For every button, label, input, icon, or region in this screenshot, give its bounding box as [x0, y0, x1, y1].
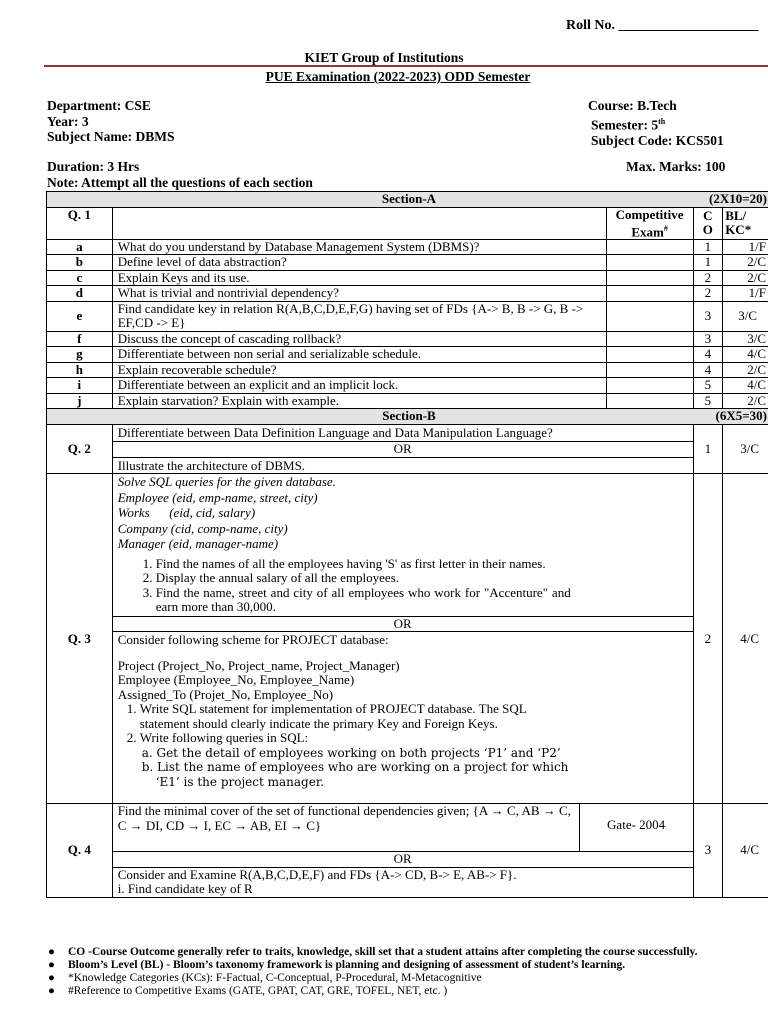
- section-b-header: [47, 409, 768, 425]
- q4-exam: Gate- 2004: [607, 817, 666, 833]
- section-b-marks: (6X5=30): [715, 408, 767, 424]
- q1-bl: 2/C: [723, 255, 768, 271]
- q1-bl: 4/C: [723, 347, 768, 363]
- q3-alt-schema: Project (Project_No, Project_name, Project_Manager) Employee (Employee_No, Employee_Name) Assigned_To (Projet_No, Employee_No): [117, 657, 400, 702]
- q3-or: OR: [113, 616, 693, 633]
- q1-letter: j: [47, 393, 113, 409]
- q1-row-e: [47, 301, 768, 331]
- q4-bl: 4/C: [723, 804, 768, 898]
- department: Department: CSE: [47, 98, 151, 113]
- q1-letter: d: [47, 286, 113, 302]
- q1-bl: 1/F: [723, 286, 768, 302]
- section-a-marks: (2X10=20): [709, 191, 767, 206]
- q1-text: Find candidate key in relation R(A,B,C,D,E,F,G) having set of FDs {A-> B, B -> G, B -> EF,CD -> E}: [112, 301, 606, 331]
- q3-row: [47, 474, 768, 804]
- q4-label: Q. 4: [47, 804, 113, 898]
- q1-co: 1: [693, 255, 723, 271]
- q1-letter: a: [47, 239, 113, 255]
- q1-exam: [606, 393, 693, 409]
- q4-co: 3: [693, 804, 723, 898]
- q1-exam: [606, 378, 693, 394]
- q1-exam: [606, 347, 693, 363]
- footer-notes: [48, 946, 758, 998]
- q1-exam: [606, 286, 693, 302]
- q1-co: 4: [693, 362, 723, 378]
- q3-query-1: 1. Find the names of all the employees having 'S' as first letter in their names.: [156, 557, 571, 572]
- q1-exam: [606, 362, 693, 378]
- institute-name: KIET Group of Institutions: [304, 50, 464, 65]
- year: Year: 3: [47, 113, 89, 129]
- q2-part1: Differentiate between Data Definition Language and Data Manipulation Language?: [117, 424, 553, 440]
- instructions-note: Note: Attempt all the questions of each section: [47, 175, 313, 190]
- q1-bl: 3/C: [723, 301, 768, 331]
- q1-bl: 2/C: [723, 362, 768, 378]
- q1-bl: 2/C: [723, 270, 768, 286]
- q4-or: OR: [113, 851, 693, 868]
- q1-bl: 3/C: [723, 331, 768, 347]
- q1-co: 4: [693, 347, 723, 363]
- q1-exam: [606, 331, 693, 347]
- q1-exam: [606, 239, 693, 255]
- q1-text: What is trivial and nontrivial dependency?: [112, 286, 606, 302]
- q1-row-a: [47, 239, 768, 255]
- q1-exam: [606, 301, 693, 331]
- q1-row-f: [47, 331, 768, 347]
- q1-exam: [606, 270, 693, 286]
- q1-blank: [112, 207, 606, 239]
- footer-note-bl: ● Bloom’s Level (BL) - Bloom’s taxonomy framework is planning and designing of assessment of student’s learning.: [48, 959, 626, 971]
- q4-part1: Find the minimal cover of the set of functional dependencies given; {A → C, AB → C, C → DI, CD → I, EC → AB, EI → C}: [113, 804, 580, 851]
- q1-text: Explain starvation? Explain with example.: [112, 393, 606, 409]
- subject-code: Subject Code: KCS501: [591, 132, 724, 148]
- header-divider: [44, 65, 768, 67]
- q2-or: OR: [113, 441, 693, 458]
- q1-row-c: [47, 270, 768, 286]
- q1-text: Explain Keys and its use.: [112, 270, 606, 286]
- q4-part2: Consider and Examine R(A,B,C,D,E,F) and FDs {A-> CD, B-> E, AB-> F}. i. Find candidate key of R: [117, 866, 517, 897]
- q1-label: Q. 1: [47, 207, 113, 239]
- max-marks: Max. Marks: 100: [626, 159, 726, 174]
- q1-text: Define level of data abstraction?: [112, 255, 606, 271]
- footer-note-kc: ● *Knowledge Categories (KCs): F-Factual, C-Conceptual, P-Procedural, M-Metacognitive: [48, 972, 482, 984]
- q2-label: Q. 2: [47, 424, 113, 474]
- footer-note-competitive: ● #Reference to Competitive Exams (GATE, GPAT, CAT, GRE, TOFEL, NET, etc. ): [48, 985, 448, 997]
- q1-co: 5: [693, 393, 723, 409]
- q1-row-b: [47, 255, 768, 271]
- course-info-left: [47, 98, 175, 145]
- q3-alt-items: [118, 702, 570, 746]
- q1-co: 3: [693, 301, 723, 331]
- q2-row: [47, 424, 768, 474]
- q1-letter: f: [47, 331, 113, 347]
- q3-alt-item-2: 2. Write following queries in SQL:: [140, 731, 570, 746]
- q3-queries: [118, 557, 571, 615]
- q1-letter: g: [47, 347, 113, 363]
- q2-part2: Illustrate the architecture of DBMS.: [117, 457, 306, 473]
- q1-bl: 4/C: [723, 378, 768, 394]
- q1-letter: b: [47, 255, 113, 271]
- q1-row-g: [47, 347, 768, 363]
- q3-query-3: 3. Find the name, street and city of all employees who work for "Accenture" and earn more than 30,000.: [156, 586, 571, 615]
- q2-bl: 3/C: [723, 424, 768, 474]
- q1-bl: 2/C: [723, 393, 768, 409]
- course: Course: B.Tech: [588, 98, 677, 113]
- roll-number: Roll No. ____________________: [566, 18, 759, 33]
- footer-note-co: ● CO -Course Outcome generally refer to traits, knowledge, skill set that a student attains after completing the course successfully.: [48, 946, 698, 958]
- q1-co: 2: [693, 270, 723, 286]
- q3-query-2: 2. Display the annual salary of all the employees.: [156, 571, 571, 586]
- q1-row-d: [47, 286, 768, 302]
- section-a-header: [47, 192, 768, 208]
- q4-content: [112, 804, 693, 898]
- semester: Semester: 5th: [591, 116, 666, 132]
- co-header: C O: [693, 207, 723, 239]
- subject-name: Subject Name: DBMS: [47, 129, 175, 144]
- q1-row-h: [47, 362, 768, 378]
- q2-co: 1: [693, 424, 723, 474]
- duration: Duration: 3 Hrs: [47, 159, 140, 174]
- q3-alt-item-1: 1. Write SQL statement for implementation of PROJECT database. The SQL statement should clearly indicate the primary Key and Foreign Keys.: [140, 702, 570, 731]
- q3-content: [112, 474, 693, 804]
- q1-letter: h: [47, 362, 113, 378]
- q3-alt-subitems: a. Get the detail of employees working on both projects ‘P1’ and ‘P2’ b. List the name of employees who are working on a project for which ‘E1’ is the project manager.: [141, 745, 569, 789]
- q1-text: What do you understand by Database Management System (DBMS)?: [112, 239, 606, 255]
- q1-text: Differentiate between non serial and serializable schedule.: [112, 347, 606, 363]
- q1-text: Explain recoverable schedule?: [112, 362, 606, 378]
- section-a-column-headers: [47, 207, 768, 239]
- competitive-exam-header: Competitive Exam#: [606, 207, 693, 239]
- q1-row-i: [47, 378, 768, 394]
- q3-intro: Solve SQL queries for the given database. Employee (eid, emp-name, street, city) Works (eid, cid, salary) Company (cid, comp-name, city) Manager (eid, manager-name): [117, 474, 336, 552]
- q3-co: 2: [693, 474, 723, 804]
- q1-co: 2: [693, 286, 723, 302]
- q1-bl: 1/F: [723, 239, 768, 255]
- q1-letter: e: [47, 301, 113, 331]
- exam-title: PUE Examination (2022-2023) ODD Semester: [265, 69, 531, 84]
- section-b-title: Section-B: [382, 408, 436, 424]
- q3-alt-intro: Consider following scheme for PROJECT database:: [117, 632, 389, 648]
- q1-co: 3: [693, 331, 723, 347]
- q3-bl: 4/C: [723, 474, 768, 804]
- q3-label: Q. 3: [47, 474, 113, 804]
- q1-co: 5: [693, 378, 723, 394]
- q4-row: [47, 804, 768, 898]
- q1-row-j: [47, 393, 768, 409]
- q1-text: Differentiate between an explicit and an implicit lock.: [112, 378, 606, 394]
- section-a-title: Section-A: [381, 191, 437, 206]
- course-info-right: [588, 98, 724, 148]
- q2-content: [112, 424, 693, 474]
- section-a-table: [46, 191, 768, 898]
- q1-letter: c: [47, 270, 113, 286]
- q1-exam: [606, 255, 693, 271]
- q1-text: Discuss the concept of cascading rollback?: [112, 331, 606, 347]
- q1-co: 1: [693, 239, 723, 255]
- q1-letter: i: [47, 378, 113, 394]
- bl-kc-header: BL/ KC*: [723, 207, 768, 239]
